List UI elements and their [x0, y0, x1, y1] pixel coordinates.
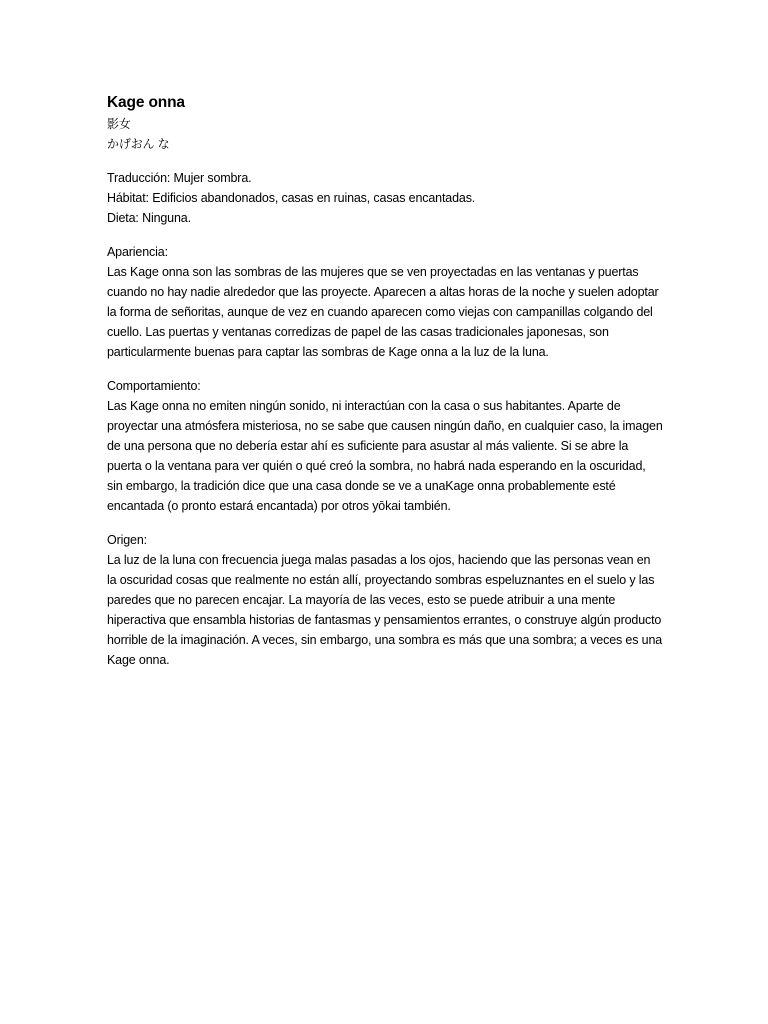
- info-diet: Dieta: Ninguna.: [107, 211, 191, 225]
- info-habitat: Hábitat: Edificios abandonados, casas en ruinas, casas encantadas.: [107, 191, 476, 205]
- document-body: [107, 92, 663, 670]
- section-text-origin: La luz de la luna con frecuencia juega malas pasadas a los ojos, haciendo que las personas vean en la oscuridad cosas que realmente no están allí, proyectando sombras espeluznantes en el suelo y las paredes que no parecen encajar. La mayoría de las veces, esto se puede atribuir a una mente hiperactiva que ensambla historias de fantasmas y pensamientos errantes, o construye algún producto horrible de la imaginación. A veces, sin embargo, una sombra es más que una sombra; a veces es una Kage onna.: [107, 553, 663, 667]
- kanji-name: 影女: [107, 117, 131, 131]
- document-title: Kage onna: [107, 94, 185, 111]
- section-heading-origin: Origen:: [107, 533, 147, 547]
- section-heading-appearance: Apariencia:: [107, 245, 168, 259]
- section-text-behavior: Las Kage onna no emiten ningún sonido, ni interactúan con la casa o sus habitantes. Aparte de proyectar una atmósfera misteriosa, no se sabe que causen ningún daño, en cualquier caso, la imagen de una persona que no debería estar ahí es suficiente para asustar al más valiente. Si se abre la puerta o la ventana para ver quién o qué creó la sombra, no habrá nada esperando en la oscuridad, sin embargo, la tradición dice que una casa donde se ve a unaKage onna probablemente esté encantada (o pronto estará encantada) por otros yōkai también.: [107, 399, 663, 513]
- section-heading-behavior: Comportamiento:: [107, 379, 201, 393]
- kana-name: かげおん な: [107, 137, 170, 151]
- section-text-appearance: Las Kage onna son las sombras de las mujeres que se ven proyectadas en las ventanas y puertas cuando no hay nadie alrededor que las proyecte. Aparecen a altas horas de la noche y suelen adoptar la forma de señoritas, aunque de vez en cuando aparecen como viejas con campanillas colgando del cuello. Las puertas y ventanas corredizas de papel de las casas tradicionales japonesas, son particularmente buenas para captar las sombras de Kage onna a la luz de la luna.: [107, 265, 659, 359]
- info-translation: Traducción: Mujer sombra.: [107, 171, 252, 185]
